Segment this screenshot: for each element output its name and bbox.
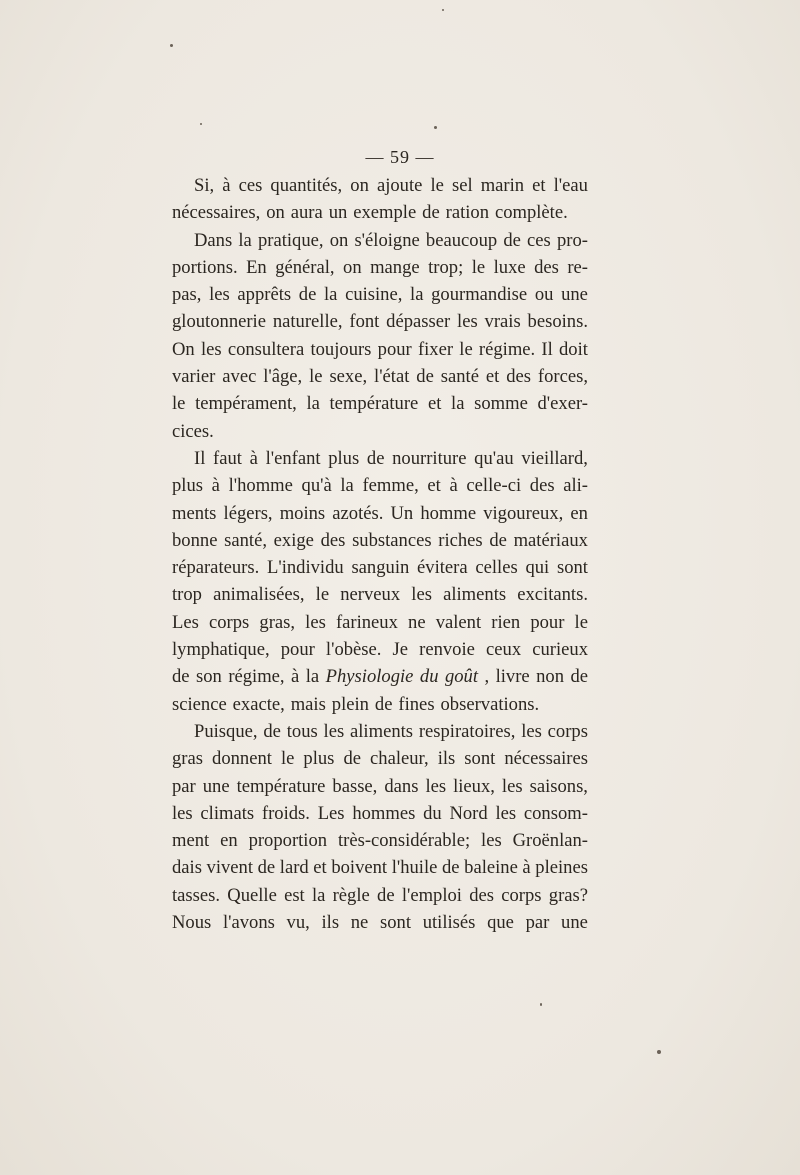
word: sont <box>464 748 496 770</box>
word: légers, <box>223 502 273 524</box>
word: fixer <box>417 338 454 360</box>
word: de <box>441 857 460 879</box>
word: somme <box>474 393 528 415</box>
word: s'éloigne <box>354 229 420 251</box>
word: aliments <box>350 720 414 742</box>
word: qu'au <box>474 447 514 469</box>
word: pour <box>530 611 565 633</box>
word: sexe, <box>329 366 368 388</box>
word: ces <box>238 175 263 196</box>
word: substances <box>352 529 432 551</box>
word: Si, <box>194 175 215 196</box>
word: les <box>501 775 523 797</box>
word: à <box>211 475 220 497</box>
word: de <box>257 857 276 879</box>
word: les <box>172 802 193 824</box>
word: ments <box>172 502 217 524</box>
word: re- <box>567 256 588 278</box>
word: l'eau <box>553 175 588 196</box>
word: par <box>172 775 196 797</box>
word: règle <box>332 884 370 906</box>
word: d'exer- <box>537 393 588 415</box>
word: trop; <box>428 256 464 278</box>
word: baleine <box>464 857 518 879</box>
word: plus <box>328 447 360 469</box>
word: gras, <box>259 611 296 633</box>
word: nécessaires <box>504 748 588 770</box>
word: à <box>249 447 258 469</box>
word: toujours <box>310 338 372 360</box>
word: hommes <box>352 802 416 824</box>
text-line <box>172 581 588 608</box>
word: température <box>236 775 326 797</box>
word: azotés. <box>332 502 384 524</box>
word: qui <box>525 557 550 579</box>
word: Nord <box>449 802 488 824</box>
text-line <box>172 254 588 281</box>
word: et <box>485 366 500 388</box>
word: plein <box>331 693 369 715</box>
word: varier <box>172 366 216 388</box>
word: beaucoup <box>425 229 498 251</box>
word: lard <box>279 857 309 879</box>
word: de <box>377 884 395 906</box>
word: valent <box>435 611 482 633</box>
word: la <box>305 666 320 688</box>
word: gras <box>172 748 203 770</box>
word: pour <box>377 338 412 360</box>
text-line <box>172 308 588 335</box>
word: dais <box>172 857 202 879</box>
word: tempérament, <box>195 393 297 415</box>
word: vigoureux, <box>483 502 564 524</box>
text-line <box>172 363 588 390</box>
word: le <box>574 611 588 633</box>
word: lieux, <box>453 775 495 797</box>
word: par <box>525 912 550 934</box>
word: cices. <box>172 420 214 442</box>
word: L'individu <box>266 557 344 579</box>
word: ali- <box>563 475 588 497</box>
word: et <box>427 393 442 415</box>
word: les <box>457 311 478 333</box>
word: que <box>487 912 514 934</box>
word: et <box>427 475 441 497</box>
word: de <box>343 748 361 770</box>
word: faut <box>213 447 242 469</box>
text-line <box>172 800 588 827</box>
body-text <box>172 172 588 936</box>
word: besoins. <box>527 311 588 333</box>
word: des <box>320 529 346 551</box>
word: animalisées, <box>213 584 305 606</box>
word: une <box>561 284 588 306</box>
word: à <box>291 666 300 688</box>
word: celles <box>475 557 518 579</box>
word: Je <box>392 639 409 661</box>
word: ne <box>408 611 426 633</box>
word: la <box>340 475 354 497</box>
word: aliments <box>443 584 507 606</box>
word: nourriture <box>392 447 467 469</box>
word: , <box>484 666 490 688</box>
word: le <box>309 366 323 388</box>
word: le <box>471 256 486 278</box>
word: des <box>469 884 495 906</box>
word: rien <box>491 611 521 633</box>
word: quantités, <box>270 175 343 196</box>
word: le <box>430 175 444 196</box>
text-line <box>172 472 588 499</box>
word: santé, <box>224 529 267 551</box>
word: avec <box>222 366 257 388</box>
word: des <box>534 256 559 278</box>
word: évitera <box>417 557 468 579</box>
word: Les <box>172 611 199 633</box>
word: boivent <box>331 857 388 879</box>
word: l'homme <box>228 475 293 497</box>
word: ne <box>350 912 369 934</box>
word: basse, <box>332 775 378 797</box>
word: femme, <box>362 475 419 497</box>
word: cuisine, <box>345 284 403 306</box>
word: naturelle, <box>272 311 343 333</box>
word: tous <box>286 720 318 742</box>
word: les <box>481 830 502 852</box>
word: mais <box>290 693 326 715</box>
text-line <box>172 390 588 417</box>
word: de <box>366 447 385 469</box>
word: son <box>196 666 222 688</box>
text-line <box>172 281 588 308</box>
word: consom- <box>523 802 588 824</box>
word: dépasser <box>386 311 451 333</box>
word: et <box>532 175 546 196</box>
word: complète. <box>494 202 568 224</box>
paper-speck <box>442 9 444 11</box>
word: proportion <box>248 830 328 852</box>
word: moins <box>279 502 326 524</box>
word: l'obèse. <box>325 639 382 661</box>
word: En <box>246 256 267 278</box>
word: en <box>570 502 588 524</box>
paper-speck <box>434 126 437 129</box>
word: on <box>343 256 362 278</box>
word: Physiologie <box>325 666 414 688</box>
word: renvoie <box>419 639 475 661</box>
word: On <box>172 338 195 360</box>
word: de <box>298 284 317 306</box>
word: sanguin <box>351 557 410 579</box>
word: une <box>202 775 230 797</box>
word: l'enfant <box>265 447 321 469</box>
word: plus <box>303 748 335 770</box>
word: homme <box>420 502 477 524</box>
word: du <box>419 666 439 688</box>
word: de <box>172 666 190 688</box>
text-line <box>172 445 588 472</box>
word: Un <box>390 502 414 524</box>
word: et <box>313 857 327 879</box>
word: aura <box>290 202 323 224</box>
word: gourmandise <box>431 284 528 306</box>
word: font <box>349 311 380 333</box>
text-line <box>172 172 588 199</box>
word: climats <box>200 802 255 824</box>
word: nerveux <box>340 584 401 606</box>
word: ces <box>527 229 551 251</box>
word: non <box>536 666 564 688</box>
word: la <box>311 884 326 906</box>
word: luxe <box>493 256 526 278</box>
word: les <box>209 284 230 306</box>
word: trop <box>172 584 202 606</box>
word: régime, <box>228 666 285 688</box>
word: la <box>323 284 338 306</box>
word: goût <box>444 666 478 688</box>
text-line <box>172 827 588 854</box>
word: de <box>570 666 588 688</box>
word: ajoute <box>376 175 423 196</box>
paper-speck <box>170 44 173 47</box>
text-line <box>172 882 588 909</box>
word: pro- <box>556 229 588 251</box>
text-line <box>172 854 588 881</box>
word: gras? <box>548 884 588 906</box>
word: une <box>561 912 588 934</box>
text-line <box>172 773 588 800</box>
word: nécessaires, <box>172 202 261 224</box>
word: vu, <box>286 912 310 934</box>
text-line <box>172 718 588 745</box>
word: vieillard, <box>521 447 588 469</box>
word: exemple <box>353 202 417 224</box>
text-line <box>172 909 588 936</box>
word: Dans <box>194 229 233 251</box>
word: dans <box>384 775 419 797</box>
text-line <box>172 636 588 663</box>
word: respiratoires, <box>418 720 516 742</box>
word: les <box>521 720 542 742</box>
word: doit <box>559 338 588 360</box>
word: farineux <box>335 611 398 633</box>
word: général, <box>275 256 335 278</box>
word: les <box>200 338 222 360</box>
word: curieux <box>532 639 588 661</box>
word: de <box>422 202 440 224</box>
word: l'avons <box>222 912 275 934</box>
word: sont <box>556 557 588 579</box>
word: fines <box>398 693 435 715</box>
word: portions. <box>172 256 238 278</box>
word: Nous <box>172 912 212 934</box>
word: on <box>266 202 285 224</box>
word: à <box>449 475 458 497</box>
word: les <box>411 584 432 606</box>
word: réparateurs. <box>172 557 260 579</box>
word: observations. <box>440 693 540 715</box>
word: la <box>238 229 252 251</box>
word: l'emploi <box>401 884 462 906</box>
word: plus <box>172 475 203 497</box>
word: vrais <box>484 311 521 333</box>
word: saisons, <box>529 775 588 797</box>
word: santé <box>440 366 479 388</box>
word: lymphatique, <box>172 639 270 661</box>
word: corps <box>501 884 542 906</box>
word: à <box>222 175 231 196</box>
word: de <box>489 529 507 551</box>
word: à <box>522 857 531 879</box>
word: sel <box>451 175 473 196</box>
text-line <box>172 691 588 718</box>
word: exacte, <box>232 693 285 715</box>
word: tasses. <box>172 884 221 906</box>
text-line <box>172 227 588 254</box>
word: un <box>328 202 348 224</box>
text-line <box>172 199 588 226</box>
word: très-considérable; <box>337 830 471 852</box>
text-line <box>172 745 588 772</box>
word: ils <box>321 912 340 934</box>
word: Groënlan- <box>512 830 588 852</box>
word: celle-ci <box>466 475 522 497</box>
word: la <box>306 393 320 415</box>
word: excitants. <box>517 584 588 606</box>
word: on <box>329 229 349 251</box>
word: les <box>425 775 447 797</box>
word: de <box>374 693 393 715</box>
word: du <box>423 802 442 824</box>
word: riches <box>438 529 483 551</box>
word: le <box>459 338 473 360</box>
word: l'âge, <box>263 366 303 388</box>
word: les <box>323 720 345 742</box>
word: donnent <box>212 748 272 770</box>
word: pleines <box>535 857 588 879</box>
word: bonne <box>172 529 218 551</box>
word: la <box>410 284 424 306</box>
word: Puisque, <box>194 720 258 742</box>
word: de <box>503 229 521 251</box>
word: est <box>284 884 305 906</box>
paper-speck <box>200 123 202 125</box>
word: mange <box>370 256 420 278</box>
word: le <box>280 748 295 770</box>
word: marin <box>480 175 525 196</box>
word: science <box>172 693 227 715</box>
word: pas, <box>172 284 202 306</box>
word: la <box>451 393 465 415</box>
word: matériaux <box>513 529 588 551</box>
word: en <box>220 830 238 852</box>
word: Quelle <box>227 884 277 906</box>
text-line <box>172 527 588 554</box>
word: vivent <box>206 857 254 879</box>
text-line <box>172 418 588 445</box>
word: forces, <box>537 366 588 388</box>
text-line <box>172 500 588 527</box>
word: chaleur, <box>370 748 429 770</box>
word: on <box>350 175 369 196</box>
word: des <box>529 475 555 497</box>
word: le <box>315 584 330 606</box>
word: apprêts <box>237 284 292 306</box>
word: l'huile <box>391 857 438 879</box>
word: de <box>263 720 281 742</box>
paper-speck <box>540 1003 542 1006</box>
text-line <box>172 663 588 690</box>
page-number: — 59 — <box>365 147 435 167</box>
word: l'état <box>374 366 410 388</box>
word: les <box>305 611 326 633</box>
paper-speck <box>657 1050 661 1054</box>
word: livre <box>495 666 530 688</box>
word: les <box>495 802 517 824</box>
word: exige <box>273 529 314 551</box>
word: pratique, <box>257 229 324 251</box>
word: gloutonnerie <box>172 311 266 333</box>
word: ou <box>534 284 554 306</box>
word: Il <box>194 447 206 469</box>
word: de <box>416 366 434 388</box>
word: sont <box>380 912 411 934</box>
word: froids. <box>261 802 310 824</box>
word: le <box>172 393 186 415</box>
word: qu'à <box>301 475 332 497</box>
word: corps <box>547 720 588 742</box>
word: ceux <box>486 639 522 661</box>
word: ment <box>172 830 210 852</box>
word: Les <box>317 802 345 824</box>
text-line <box>172 336 588 363</box>
word: ration <box>445 202 490 224</box>
text-line <box>172 554 588 581</box>
word: Il <box>541 338 553 360</box>
word: ils <box>437 748 456 770</box>
word: température <box>329 393 419 415</box>
word: des <box>506 366 532 388</box>
word: consultera <box>227 338 305 360</box>
text-line <box>172 609 588 636</box>
word: pour <box>280 639 315 661</box>
word: régime. <box>478 338 536 360</box>
word: corps <box>208 611 250 633</box>
word: utilisés <box>422 912 476 934</box>
